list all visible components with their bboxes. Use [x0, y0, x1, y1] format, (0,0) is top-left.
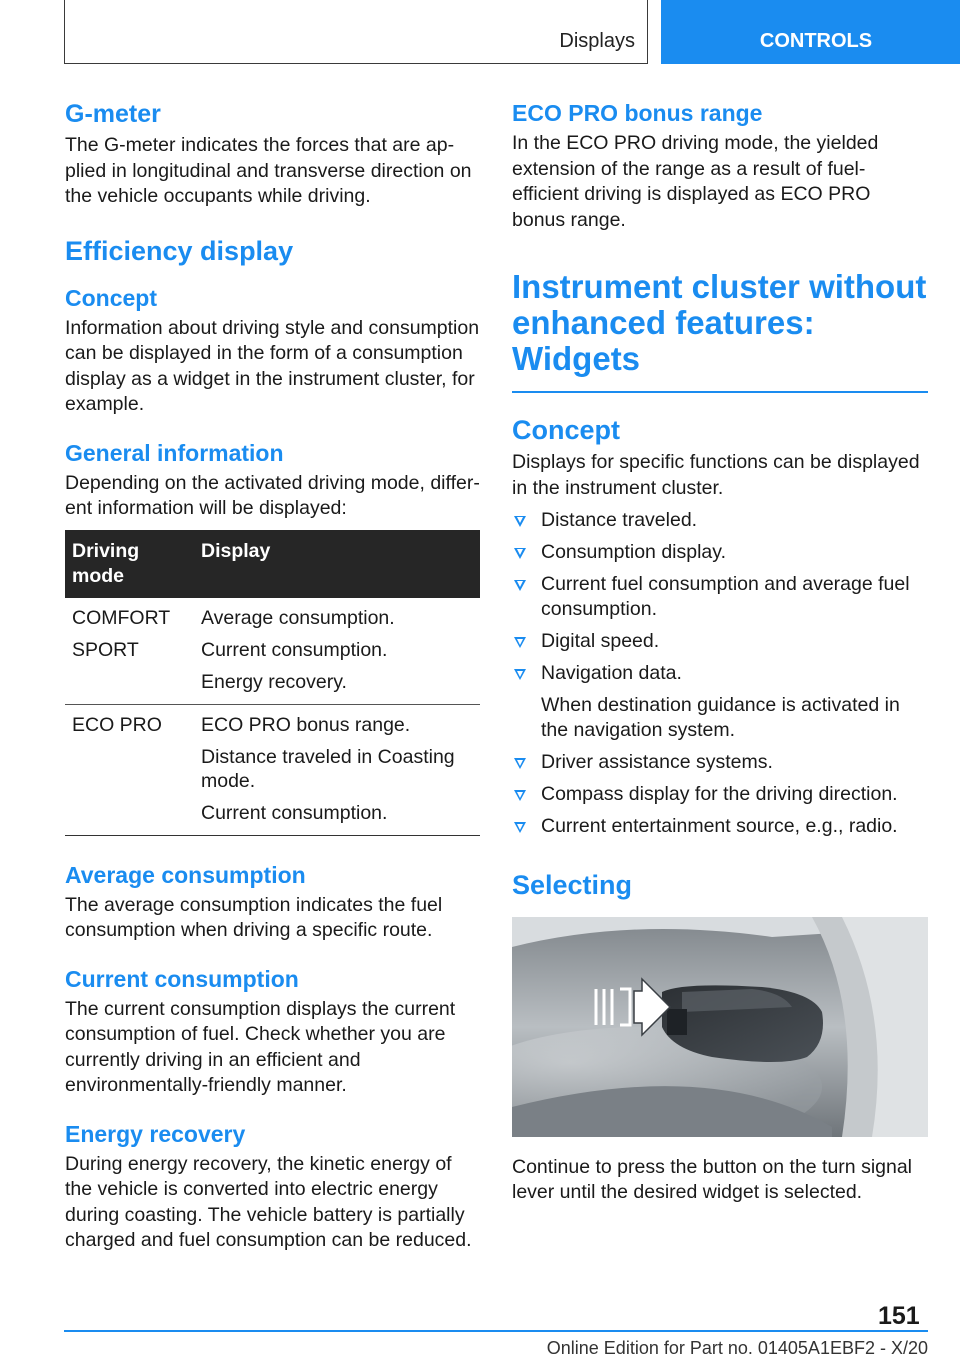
current-consumption-heading: Current consumption: [65, 965, 299, 992]
list-item: Current entertainment source, e.g., radio.: [512, 814, 928, 840]
efficiency-heading: Efficiency display: [65, 235, 294, 266]
table-row: [65, 598, 480, 705]
section-divider: [512, 391, 928, 393]
header-section-tab: [64, 0, 648, 64]
header-section-title: Displays: [559, 30, 635, 52]
mode-sport: SPORT: [72, 638, 139, 661]
display-average-consumption: Average consumption.: [201, 606, 395, 629]
list-item: Compass display for the driving direction.: [512, 782, 928, 808]
triangle-bullet-icon: [514, 669, 526, 680]
table-cell-mode: [65, 598, 194, 705]
selecting-heading: Selecting: [512, 869, 633, 900]
driving-mode-table: [65, 530, 480, 836]
selecting-text: Continue to press the button on the turn signal lever until the desired widget is selected.: [512, 1155, 913, 1203]
concept-text-right: Displays for specific functions can be displayed in the instrument cluster.: [512, 451, 920, 499]
list-item: Driver assistance systems.: [512, 750, 928, 776]
energy-recovery-text: During energy recovery, the kinetic energy of the vehicle is converted into electric energy during coasting. The vehicle battery is partially charged and fuel consumption can be reduced.: [65, 1152, 472, 1251]
mode-eco-pro: ECO PRO: [72, 713, 162, 736]
general-info-heading: General information: [65, 439, 284, 466]
triangle-bullet-icon: [514, 637, 526, 648]
page-number: 151: [878, 1302, 920, 1330]
display-current-consumption-eco: Current consumption.: [201, 801, 388, 824]
left-column: [65, 100, 480, 1254]
widget-list: [512, 508, 928, 840]
mode-comfort: COMFORT: [72, 606, 171, 629]
table-row: [65, 704, 480, 835]
triangle-bullet-icon: [514, 580, 526, 591]
triangle-bullet-icon: [514, 790, 526, 801]
concept-heading-right: Concept: [512, 415, 620, 445]
table-cell-mode: [65, 704, 194, 835]
triangle-bullet-icon: [514, 758, 526, 769]
list-item: Digital speed.: [512, 629, 928, 655]
header-chapter-tab: [661, 0, 960, 64]
current-consumption-text: The current consumption displays the current consumption of fuel. Check whether you are currently driving in an efficient and environmentally-friendly manner.: [65, 997, 456, 1096]
triangle-bullet-icon: [514, 548, 526, 559]
table-cell-display: [194, 704, 480, 835]
list-item: Current fuel consumption and average fuel consumption.: [512, 572, 928, 623]
average-consumption-heading: Average consumption: [65, 861, 306, 888]
general-info-text: Depending on the activated driving mode, different information will be displayed:: [65, 471, 480, 519]
turn-signal-lever-illustration: [512, 917, 928, 1137]
display-energy-recovery: Energy recovery.: [201, 670, 347, 693]
display-distance-coasting: Distance traveled in Coasting mode.: [201, 745, 455, 792]
navigation-subtext: When destination guidance is activated in the navigation system.: [541, 693, 900, 741]
gmeter-text: The G-meter indicates the forces that are applied in longitudinal and transverse direction on the vehicle occupants while driving.: [65, 134, 472, 207]
list-item: Navigation data. When destination guidance is activated in the navigation system.: [512, 661, 928, 744]
triangle-bullet-icon: [514, 516, 526, 527]
right-column: [512, 100, 928, 1206]
display-eco-pro-bonus: ECO PRO bonus range.: [201, 713, 411, 736]
eco-pro-text: In the ECO PRO driving mode, the yielded extension of the range as a result of fuel-efficient driving is displayed as ECO PRO bonus range.: [512, 132, 879, 231]
table-cell-display: [194, 598, 480, 705]
cluster-widgets-heading: Instrument cluster without enhanced features: Widgets: [512, 268, 927, 377]
concept-heading-left: Concept: [65, 284, 157, 311]
energy-recovery-heading: Energy recovery: [65, 1120, 246, 1147]
header-chapter-title: CONTROLS: [759, 30, 873, 52]
list-item: Consumption display.: [512, 540, 928, 566]
footer-edition: Online Edition for Part no. 01405A1EBF2 - X/20: [546, 1338, 928, 1358]
display-current-consumption: Current consumption.: [201, 638, 388, 661]
gmeter-heading: G-meter: [65, 100, 161, 128]
table-header-display: Display: [194, 530, 480, 598]
average-consumption-text: The average consumption indicates the fuel consumption when driving a specific route.: [65, 893, 443, 941]
eco-pro-heading: ECO PRO bonus range: [512, 100, 763, 126]
footer-divider: [64, 1330, 928, 1332]
table-header-mode: Driving mode: [65, 530, 194, 598]
turn-signal-lever-image: [512, 917, 928, 1137]
table-header-row: [65, 530, 480, 598]
list-item: Distance traveled.: [512, 508, 928, 534]
concept-text-left: Information about driving style and consumption can be displayed in the form of a consumption display as a widget in the instrument cluster, for example.: [65, 316, 480, 415]
triangle-bullet-icon: [514, 822, 526, 833]
